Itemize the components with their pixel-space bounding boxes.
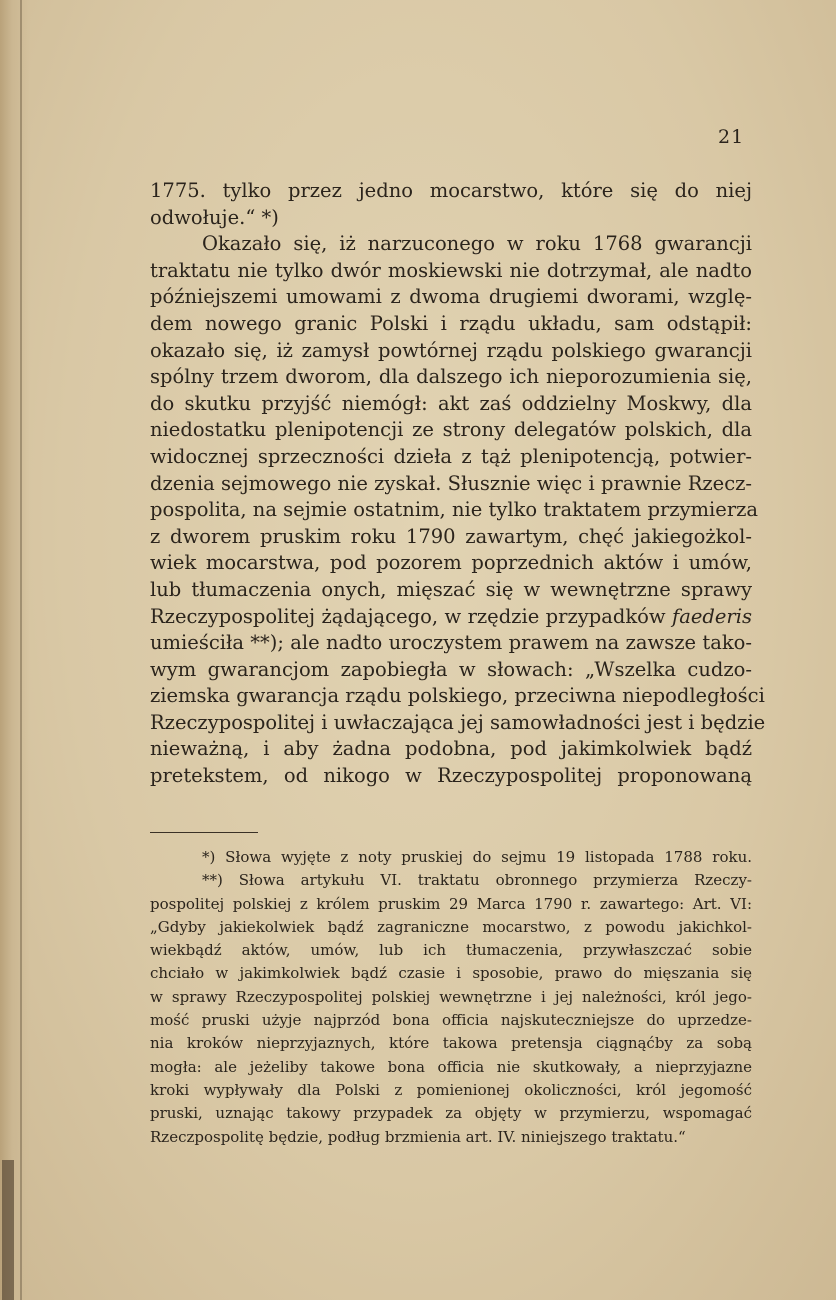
text-line: nieważną, i aby żadna podobna, pod jakimkolwiek bądź — [150, 737, 752, 761]
text-line: z dworem pruskim roku 1790 zawartym, chęć jakiegożkol- — [150, 524, 752, 548]
footnote-line: **) Słowa artykułu VI. traktatu obronnego przymierza Rzeczy- — [202, 871, 752, 890]
text-line: 1775. tylko przez jedno mocarstwo, które się do niej — [150, 179, 752, 202]
text-line: Rzeczypospolitej żądającego, w rzędzie przypadków faederis — [150, 604, 752, 628]
text-line: do skutku przyjść niemógł: akt zaś oddzielny Moskwy, dla — [150, 391, 752, 415]
footnote-line: „Gdyby jakiekolwiek bądź zagraniczne mocarstwo, z powodu jakichkol- — [150, 917, 752, 936]
latin-term: faederis — [672, 604, 752, 628]
footnote-separator — [150, 832, 258, 833]
footnote-line: *) Słowa wyjęte z noty pruskiej do sejmu 19 listopada 1788 roku. — [202, 848, 752, 866]
text-line: Rzeczypospolitej i uwłaczająca jej samowładności jest i będzie — [150, 710, 766, 734]
text-line: lub tłumaczenia onych, mięszać się w wewnętrzne sprawy — [150, 577, 752, 601]
text-line: pospolita, na sejmie ostatnim, nie tylko traktatem przymierza — [150, 498, 759, 522]
text-line: dem nowego granic Polski i rządu układu, sam odstąpił: — [150, 311, 752, 335]
binding-edge — [0, 0, 30, 1300]
text-line: wym gwarancjom zapobiegła w słowach: „Wszelka cudzo- — [150, 657, 752, 681]
main-text — [150, 178, 766, 790]
footnote-line: pruski, uznając takowy przypadek za objęty w przymierzu, wspomagać — [150, 1104, 752, 1123]
text-line: pretekstem, od nikogo w Rzeczypospolitej proponowaną — [150, 764, 752, 788]
text-line: umieściła **); ale nadto uroczystem prawem na zawsze tako- — [150, 631, 752, 655]
binding-line — [20, 0, 22, 1300]
footnote-line: wiekbądź aktów, umów, lub ich tłumaczenia, przywłaszczać sobie — [150, 941, 752, 960]
footnotes — [150, 846, 752, 1149]
text-line: okazało się, iż zamysł powtórnej rządu polskiego gwarancji — [150, 338, 752, 362]
text-line: odwołuje.“ *) — [150, 205, 279, 229]
footnote-line: chciało w jakimkolwiek bądź czasie i sposobie, prawo do mięszania się — [150, 964, 752, 983]
binding-shadow — [2, 1160, 14, 1300]
text-line: późniejszemi umowami z dwoma drugiemi dworami, wzglę- — [150, 285, 752, 309]
text-line: wiek mocarstwa, pod pozorem poprzednich aktów i umów, — [150, 551, 752, 575]
page-number: 21 — [718, 126, 745, 148]
footnote-line: mość pruski użyje najprzód bona officia najskuteczniejsze do uprzedze- — [150, 1011, 752, 1030]
footnote-line: Rzeczpospolitę będzie, podług brzmienia art. IV. niniejszego traktatu.“ — [150, 1127, 686, 1146]
text-line: Okazało się, iż narzuconego w roku 1768 gwarancji — [202, 232, 752, 256]
footnote-line: mogła: ale jeżeliby takowe bona officia nie skutkowały, a nieprzyjazne — [150, 1057, 752, 1076]
footnote-line: pospolitej polskiej z królem pruskim 29 Marca 1790 r. zawartego: Art. VI: — [150, 894, 752, 913]
text-line: traktatu nie tylko dwór moskiewski nie dotrzymał, ale nadto — [150, 258, 752, 282]
text-line: ziemska gwarancja rządu polskiego, przeciwna niepodległości — [150, 684, 765, 708]
text-line: niedostatku plenipotencji ze strony delegatów polskich, dla — [150, 418, 752, 442]
text-line: spólny trzem dworom, dla dalszego ich nieporozumienia się, — [150, 365, 752, 389]
text-line: dzenia sejmowego nie zyskał. Słusznie więc i prawnie Rzecz- — [150, 471, 752, 495]
text-line: widocznej sprzeczności dzieła z tąż plenipotencją, potwier- — [150, 444, 752, 468]
footnote-line: w sprawy Rzeczypospolitej polskiej wewnętrzne i jej należności, król jego- — [150, 987, 752, 1006]
footnote-line: kroki wypływały dla Polski z pomienionej okoliczności, król jegomość — [150, 1080, 752, 1099]
footnote-line: nia kroków nieprzyjaznych, które takowa pretensja ciągnąćby za sobą — [150, 1034, 752, 1053]
